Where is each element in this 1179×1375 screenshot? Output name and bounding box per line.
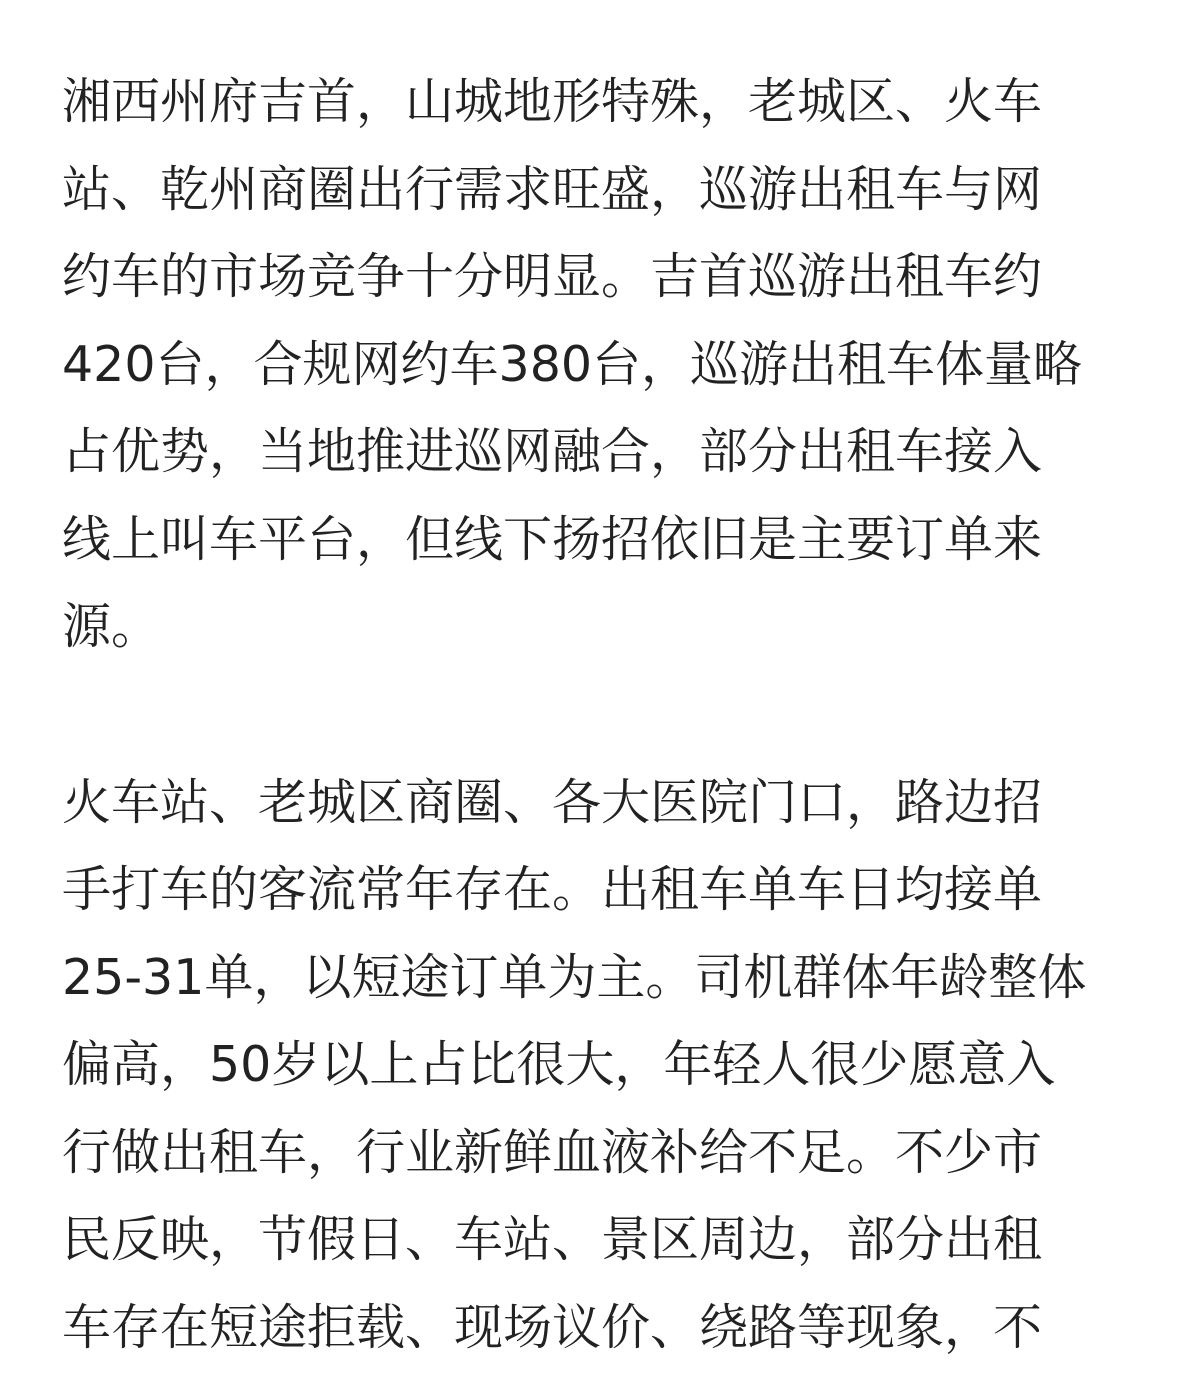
paragraph-line: 站、乾州商圈出行需求旺盛，巡游出租车与网	[62, 160, 1043, 218]
paragraph-line: 约车的市场竞争十分明显。吉首巡游出租车约	[62, 248, 1043, 305]
paragraph-line: 偏高，50岁以上占比很大，年轻人很少愿意入	[62, 1036, 1056, 1093]
paragraph-line: 线上叫车平台，但线下扬招依旧是主要订单来	[62, 510, 1043, 568]
paragraph-2	[62, 759, 1118, 1372]
paragraph-line: 25-31单，以短途订单为主。司机群体年龄整体	[62, 948, 1087, 1006]
paragraph-line: 湘西州府吉首，山城地形特殊，老城区、火车	[62, 73, 1043, 130]
paragraph-line: 手打车的客流常年存在。出租车单车日均接单	[62, 861, 1043, 918]
paragraph-line: 行做出租车，行业新鲜血液补给不足。不少市	[62, 1123, 1043, 1181]
paragraph-line: 民反映，节假日、车站、景区周边，部分出租	[62, 1211, 1043, 1268]
paragraph-line: 占优势，当地推进巡网融合，部分出租车接入	[62, 423, 1043, 480]
paragraph-spacer	[62, 671, 1118, 759]
paragraph-line: 420台，合规网约车380台，巡游出租车体量略	[62, 335, 1083, 393]
paragraph-line: 火车站、老城区商圈、各大医院门口，路边招	[62, 773, 1043, 831]
paragraph-1	[62, 58, 1118, 671]
paragraph-line: 车存在短途拒载、现场议价、绕路等现象，不	[62, 1298, 1043, 1356]
article-body	[62, 58, 1118, 1371]
paragraph-line: 源。	[62, 598, 161, 655]
